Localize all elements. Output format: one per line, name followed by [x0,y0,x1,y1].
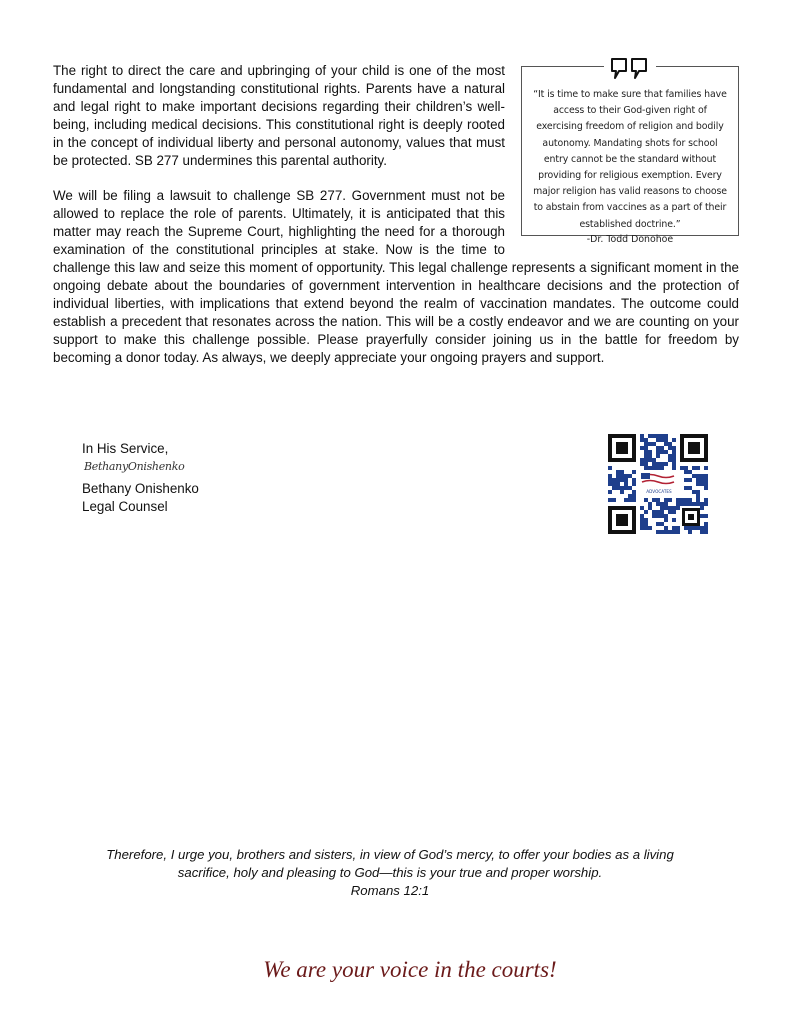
closing-line: In His Service, [82,441,169,456]
verse-text: Therefore, I urge you, brothers and sisters, in view of God’s mercy, to offer your bodies as a living sacrifice, holy and pleasing to God—this is your true and proper worship. [106,847,674,880]
qr-finder-top-left [608,434,636,462]
qr-finder-bottom-left [608,506,636,534]
tagline: We are your voice in the courts! [263,957,557,982]
advocates-logo-icon [636,470,682,496]
quote-icon [604,57,656,81]
qr-logo-label: ADVOCATES [646,489,672,494]
qr-finder-top-right [680,434,708,462]
pull-quote-text: “It is time to make sure that families have access to their God-given right of exercising freedom of religion and bodily autonomy. Mandating shots for school entry cannot be the standard without providing for religious exemption. Every major religion has valid reasons to choose to abstain from vaccines as a part of their established doctrine.” [533,89,727,230]
qr-alignment-mark [682,508,700,526]
verse-reference: Romans 12:1 [350,883,430,898]
donation-qr-code[interactable] [608,434,708,534]
signer-name: Bethany Onishenko [82,481,199,496]
paragraph-parental-rights: The right to direct the care and upbringing of your child is one of the most fundamental and longstanding constitutional rights. Parents have a natural and legal right to make important decisions regarding their children’s well-being, including medical decisions. This constitutional right is deeply rooted in the concept of individual liberty and personal autonomy, values that must be protected. SB 277 undermines this parental authority. [53,63,505,168]
scripture-verse [80,846,700,900]
signoff-block [82,440,199,516]
pull-quote-attribution: -Dr. Todd Donohoe [586,233,674,245]
pull-quote-box [521,66,739,245]
letter-body [53,62,739,385]
signer-title: Legal Counsel [82,499,168,514]
handwritten-signature: BethanyOnishenko [84,460,185,473]
paragraph-lawsuit: We will be filing a lawsuit to challenge SB 277. Government must not be allowed to replace the role of parents. Ultimately, it is anticipated that this matter may reach the Supreme Court, highlighting the need for a thorough examination of the constitutional principles at stake. Now is the time to challenge this law and seize this moment of opportunity. This legal challenge represents a significant moment in the ongoing debate about the boundaries of government intervention in healthcare decisions and the protection of individual liberties, with implications that extend beyond the realm of vaccination mandates. The outcome could establish a precedent that resonates across the nation. This will be a costly endeavor and we are counting on your support to make this challenge possible. Please prayerfully consider joining us in the battle for freedom by becoming a donor today. As always, we deeply appreciate your ongoing prayers and support. [53,188,739,365]
